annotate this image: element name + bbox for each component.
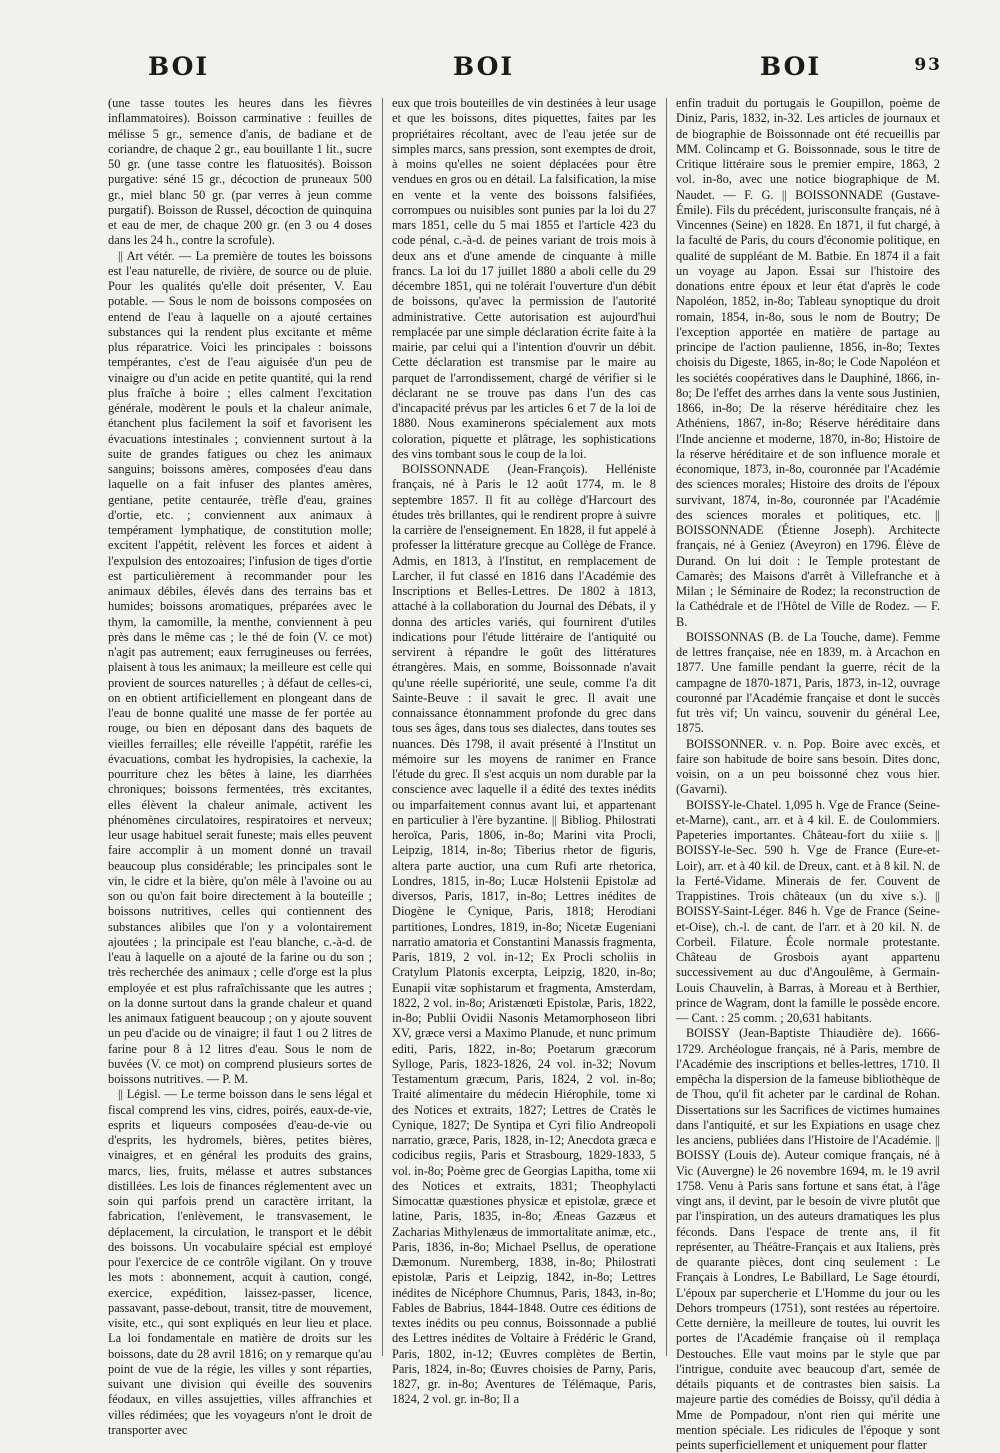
column-2-entry-boissonnade: BOISSONNADE (Jean-François). Helléniste français, né à Paris le 12 août 1774, m. le 8 septembre 1857. Il fit au collège d'Harcourt des études très brillantes, qui le rendirent propre à suivre la carrière de l'enseignement. En 1828, il fut appelé à professer la littérature grecque au Collège de France. Admis, en 1813, à l'Institut, en remplacement de Larcher, il fut classé en 1816 dans l'Académie des Inscriptions et Belles-Lettres. De 1802 à 1813, attaché à la collaboration du Journal des Débats, il y donna des articles variés, qui fournirent d'utiles indications pour l'étude littéraire de l'antiquité ou servirent à répandre le goût des littératures étrangères. Mais, en somme, Boissonnade n'avait qu'une réelle supériorité, une seule, comme l'a dit Sainte-Beuve : il savait le grec. Il avait une connaissance étonnamment profonde du grec dans tous ses âges, dans tous ses dialectes, dans toutes ses nuances. Dès 1798, il avait présenté à l'Institut un mémoire sur les moyens de ranimer en France l'étude du grec. Il s'est acquis un nom durable par la conscience avec laquelle il a édité des textes inédits ou imparfaitement connus avant lui, et appartenant en particulier à l'ère byzantine. || Bibliog. Philostrati heroïca, Paris, 1806, in-8o; Marini vita Procli, Leipzig, 1814, in-8o; Tiberius rhetor de figuris, altera parte auctior, una cum Rufi arte rhetorica, Londres, 1815, in-8o; Lucæ Holstenii Epistolæ ad diversos, Paris, 1817, in-8o; Lettres inédites de Diogène le Cynique, Paris, 1818; Herodiani partitiones, Londres, 1819, in-8o; Nicetæ Eugeniani narratio amatoria et Constantini Manassis fragmenta, Paris, 1819, 2 vol. in-12; Ex Procli scholiis in Cratylum Platonis excerpta, Leipzig, 1820, in-8o; Eunapii vitæ sophistarum et fragmenta, Amsterdam, 1822, 2 vol. in-8o; Aristænœti Epistolæ, Paris, 1822, in-8o; Publii Ovidii Nasonis Metamorphoseon libri XV, græce versi a Maximo Planude, et nunc primum editi, Paris, 1822, in-8o; Poetarum græcorum Sylloge, Paris, 1823-1826, 24 vol. in-32; Novum Testamentum græcum, Paris, 1824, 2 vol. in-8o; Traité alimentaire du médecin Hiérophile, tome xi des Notices et extraits, 1827; Lettres de Cratès le Cynique, 1827; De Syntipa et Cyri filio Andreopoli narratio, græce, Paris, 1828, in-12; Anecdota græca e codicibus regiis, Paris et Strasbourg, 1829-1833, 5 vol. in-8o; Poème grec de Georgias Lapitha, tome xii des Notices et extraits, 1831; Theophylacti Simocattæ quæstiones physicæ et epistolæ, græce et latine, Paris, 1835, in-8o; Æneas Gazæus et Zacharias Mithylenæus de immortalitate animæ, etc., Paris, 1836, in-8o; Michael Psellus, de operatione Dæmonum. Nuremberg, 1838, in-8o; Philostrati epistolæ, Paris et Leipzig, 1842, in-8o; Lettres inédites de Nicéphore Chumnus, Paris, 1843, in-8o; Fables de Babrius, 1844-1848. Outre ces éditions de textes inédits ou peu connus, Boissonnade a publié des Lettres inédites de Voltaire à Frédéric le Grand, Paris, 1802, in-12; Œuvres complètes de Bertin, Paris, 1824, in-8o; Œuvres choisies de Parny, Paris, 1827, gr. in-8o; Aventures de Télémaque, Paris, 1824, 2 vol. gr. in-8o; Il a (392, 462, 656, 1407)
column-3 (676, 96, 940, 1452)
column-1-paragraph-3: || Législ. — Le terme boisson dans le sens légal et fiscal comprend les vins, cidres, poirés, eaux-de-vie, esprits et liqueurs composées d'eau-de-vie ou d'esprits, les hydromels, bières, petites bières, vinaigres, et en général les produits des grains, marcs, lies, fruits, mélasse et autres substances distillées. Les lois de finances réglementent avec un soin qui parfois prend un caractère irritant, la fabrication, l'enlèvement, le transvasement, le déplacement, la circulation, le transport et le débit des boissons. Un vocabulaire spécial est employé pour l'exercice de ce contrôle vigilant. On y trouve les mots : abonnement, acquit à caution, congé, exercice, expédition, laissez-passer, licence, passavant, passe-debout, transit, titre de mouvement, visite, etc., qui sont expliqués en leur lieu et place. La loi fondamentale en matière de droits sur les boissons, date du 28 avril 1816; on y remarque qu'au point de vue de la régie, les villes y sont réparties, suivant une division qui éveille des souvenirs féodaux, en villes assujetties, villes affranchies et villes rédimées; que les voyageurs n'ont le droit de transporter avec (108, 1087, 372, 1437)
running-head-right: BOI (760, 52, 822, 81)
column-3-entry-boissonner: BOISSONNER. v. n. Pop. Boire avec excès, et faire son habitude de boire sans besoin. Dites donc, voisin, on a un peu boissonné chez vous hier. (Gavarni). (676, 736, 940, 797)
column-2-paragraph-1: eux que trois bouteilles de vin destinées à leur usage et que les boissons, dites piquettes, faites par les propriétaires récoltant, avec de l'eau jetée sur de simples marcs, sans pression, sont exemptes de droit, à moins qu'elles ne soient déplacées pour être vendues en gros ou en détail. La falsification, la mise en vente et la vente des boissons falsifiées, corrompues ou nuisibles sont punies par la loi du 27 mars 1851, celle du 5 mai 1855 et l'article 423 du code pénal, c.-à-d. de peines variant de trois mois à deux ans et d'une amende de cinquante à mille francs. La loi du 17 juillet 1880 a aboli celle du 29 décembre 1851, qui ne tolérait l'ouverture d'un débit de boissons, qu'avec la permission de l'autorité administrative. Cette autorisation est aujourd'hui remplacée par une simple déclaration écrite faite à la mairie, par celui qui a l'intention d'ouvrir un débit. Cette déclaration est transmise par le maire au parquet de l'arrondissement, chargé de vérifier si le déclarant ne se trouve pas dans l'un des cas d'incapacité prévus par les articles 6 et 7 de la loi de 1880. Nous examinerons spécialement aux mots coloration, piquette et plâtrage, les sophistications des vins tombant sous le coup de la loi. (392, 96, 656, 461)
column-divider (382, 98, 383, 1356)
running-head (108, 52, 942, 88)
text-columns (108, 96, 940, 1452)
column-3-entry-boissy-places: BOISSY-le-Chatel. 1,095 h. Vge de France (Seine-et-Marne), cant., arr. et à 4 kil. E. de Coulommiers. Papeteries importantes. Château-fort du xiiie s. || BOISSY-le-Sec. 590 h. Vge de France (Eure-et-Loir), arr. et à 40 kil. de Dreux, cant. et à 8 kil. N. de la Ferté-Vidame. Minerais de fer. Couvent de Trappistines. Trois châteaux (un du xive s.). || BOISSY-Saint-Léger. 846 h. Vge de France (Seine-et-Oise), ch.-l. de cant. de l'arr. et à 20 kil. N. de Corbeil. Filature. École normale protestante. Château de Grosbois ayant appartenu successivement au duc d'Angoulême, à Germain-Louis Chauvelin, à Barras, à Moreau et à Berthier, prince de Wagram, dont la famille le possède encore. — Cant. : 25 comm. ; 20,631 habitants. (676, 797, 940, 1025)
column-1-paragraph-2: || Art vétér. — La première de toutes les boissons est l'eau naturelle, de rivière, de source ou de pluie. Pour les qualités qu'elle doit présenter, V. Eau potable. — Sous le nom de boissons composées on entend de l'eau à laquelle on a ajouté certaines substances qui la rendent plus excitante et même plus réparatrice. Voici les principales : boissons tempérantes, c'est de l'eau aiguisée d'un peu de vinaigre ou d'un acide en petite quantité, qui la rend plus fraîche à boire ; elles calment l'excitation générale, modèrent le pouls et la chaleur animale, étanchent plus facilement la soif et favorisent les évacuations intestinales ; conviennent surtout à la suite de grandes fatigues ou chez les animaux sanguins; boissons amères, composées d'eau dans laquelle on a fait infuser des plantes amères, gentiane, petite centaurée, trèfle d'eau, graines d'ortie, etc. ; conviennent aux animaux à tempérament lymphatique, de constitution molle; excitent l'appétit, relèvent les forces et aident à l'expulsion des entozoaires; l'infusion de tiges d'ortie est particulièrement à recommander pour les animaux débiles, élevés dans des terrains bas et humides; boissons aromatiques, préparées avec le thym, la camomille, la menthe, conviennent à peu près dans le même cas ; le thé de foin (V. ce mot) n'agit pas autrement; eaux ferrugineuses ou ferrées, plaisent à tous les animaux; la meilleure est celle qui provient de sources naturelles ; à défaut de celles-ci, on en obtient artificiellement en plongeant dans de l'eau de bonne qualité une masse de fer portée au rouge, ou bien en déposant dans des baquets de vieilles ferrailles; elle réveille l'appétit, raréfie les évacuations, combat les hydropisies, la cachexie, la pourriture chez les bêtes à laine, les diarrhées chroniques; boissons fermentées, très excitantes, elles élèvent la chaleur animale, activent les phénomènes circulatoires, respiratoires et nerveux; leur usage habituel serait funeste; mais elles peuvent faire accomplir à un moment donné un travail beaucoup plus considérable; les principales sont le vin, le cidre et la bière, qu'on mêle à l'avoine ou au son ou qu'on fait boire directement à la bouteille ; boissons nutritives, celles qui contiennent des substances alibiles que l'on y a volontairement ajoutées ; la principale est l'eau blanche, c.-à-d. de l'eau à laquelle on a ajouté de la farine ou du son ; très recherchée des animaux ; celle d'orge est la plus employée et est plus rafraîchissante que les autres ; on la donne surtout dans la grande chaleur et quand les animaux fatiguent beaucoup ; on y ajoute souvent un peu d'acide ou de vinaigre; il faut 1 ou 2 litres de farine pour 8 à 12 litres d'eau. Sous le nom de buvées (V. ce mot) on comprend plusieurs sortes de boissons nutritives. — P. M. (108, 248, 372, 1086)
column-1 (108, 96, 372, 1437)
column-3-entry-boissy-persons: BOISSY (Jean-Baptiste Thiaudière de). 1666-1729. Archéologue français, né à Paris, membre de l'Académie des inscriptions et belles-lettres, 1710. Il empêcha la dispersion de la fameuse bibliothèque de de Thou, qu'il fit acheter par le cardinal de Rohan. Dissertations sur les Sacrifices de victimes humaines dans l'antiquité, et sur les Expiations en usage chez les anciens, publiées dans l'Histoire de l'Académie. || BOISSY (Louis de). Auteur comique français, né à Vic (Auvergne) le 26 novembre 1694, m. le 19 avril 1758. Venu à Paris sans fortune et sans état, à l'âge vingt ans, il devint, par le besoin de vivre plutôt que par l'inspiration, un des auteurs dramatiques les plus féconds. Dans l'espace de trente ans, il fit représenter, au Théâtre-Français et aux Italiens, près de quarante pièces, dont cinq seulement : Le Français à Londres, Le Babillard, Le Sage étourdi, L'époux par supercherie et L'Homme du jour ou les Dehors trompeurs (1751), sont restées au répertoire. Cette dernière, la meilleure de toutes, lui ouvrit les portes de l'Académie française où il remplaça Destouches. Elle vaut moins par le style que par l'intrigue, conduite avec beaucoup d'art, semée de détails piquants et de contrastes bien saisis. La majeure partie des comédies de Boissy, qu'il dédia à Mme de Pompadour, n'ont rien qui mérite une mention spéciale. Les ridicules de l'époque y sont peints superficiellement et uniquement pour flatter (676, 1026, 940, 1452)
column-divider (666, 98, 667, 1356)
running-head-middle: BOI (453, 52, 515, 81)
column-2 (392, 96, 656, 1407)
column-3-paragraph-1: enfin traduit du portugais le Goupillon, poème de Diniz, Paris, 1832, in-32. Les articles de journaux et de biographie de Boissonnade ont été recueillis par MM. Colincamp et G. Boissonnade, sous le titre de Critique littéraire sous le premier empire, 1863, 2 vol. in-8o, avec une notice biographique de M. Naudet. — F. G. || BOISSONNADE (Gustave-Émile). Fils du précédent, jurisconsulte français, né à Vincennes (Seine) en 1828. En 1871, il fut chargé, à la faculté de Paris, du cours d'économie politique, en qualité de suppléant de M. Batbie. En 1874 il a fait un voyage au Japon. Essai sur l'histoire des donations entre époux et leur état d'après le code Napoléon, 1852, in-8o; Tableau synoptique du droit romain, 1854, in-8o, sous le nom de Boutry; De l'exception apportée en matière de partage au principe de l'action paulienne, 1856, in-8o; Textes choisis du Digeste, 1865, in-8o; le Code Napoléon et les sociétés coopératives dans le Dauphiné, 1866, in-8o; De l'effet des arrhes dans la vente sous Justinien, 1866, in-8o; De la réserve héréditaire chez les Athéniens, 1867, in-8o; Réserve héréditaire dans l'Inde ancienne et moderne, 1870, in-8o; Histoire de la réserve héréditaire et de son influence morale et économique, 1873, in-8o, couronnée par l'Académie des sciences morales; Histoire des droits de l'époux survivant, 1874, in-8o, couronnée par l'Académie des sciences morales et politiques, etc. || BOISSONNADE (Étienne Joseph). Architecte français, né à Geniez (Aveyron) en 1796. Élève de Durand. On lui doit : le Temple protestant de Camarès; des Maisons d'arrêt à Villefranche et à Milan ; le Séminaire de Rodez; la reconstruction de la Cathédrale et de l'Hôtel de Ville de Rodez. — F. B. (676, 96, 940, 629)
column-1-paragraph-1: (une tasse toutes les heures dans les fièvres inflammatoires). Boisson carminative : feuilles de mélisse 5 gr., semence d'anis, de badiane et de coriandre, de chaque 2 gr., eau bouillante 1 lit., sucre 50 gr. (une tasse contre les flatuosités). Boisson purgative: séné 15 gr., décoction de pruneaux 500 gr., miel blanc 50 gr. (par verres à jeun comme purgatif). Boisson de Russel, décoction de quinquina et eau de mer, de chaque 200 gr. (en 3 ou 4 doses dans les 24 h., contre la scrofule). (108, 96, 372, 248)
page-number: 93 (914, 55, 942, 75)
column-3-entry-boissonnas: BOISSONNAS (B. de La Touche, dame). Femme de lettres française, née en 1839, m. à Arcachon en 1877. Une famille pendant la guerre, récit de la campagne de 1870-1871, Paris, 1873, in-12, ouvrage couronné par l'Académie française et dont le succès fut très vif; Un vaincu, souvenir du général Lee, 1875. (676, 629, 940, 736)
running-head-left: BOI (148, 52, 210, 81)
